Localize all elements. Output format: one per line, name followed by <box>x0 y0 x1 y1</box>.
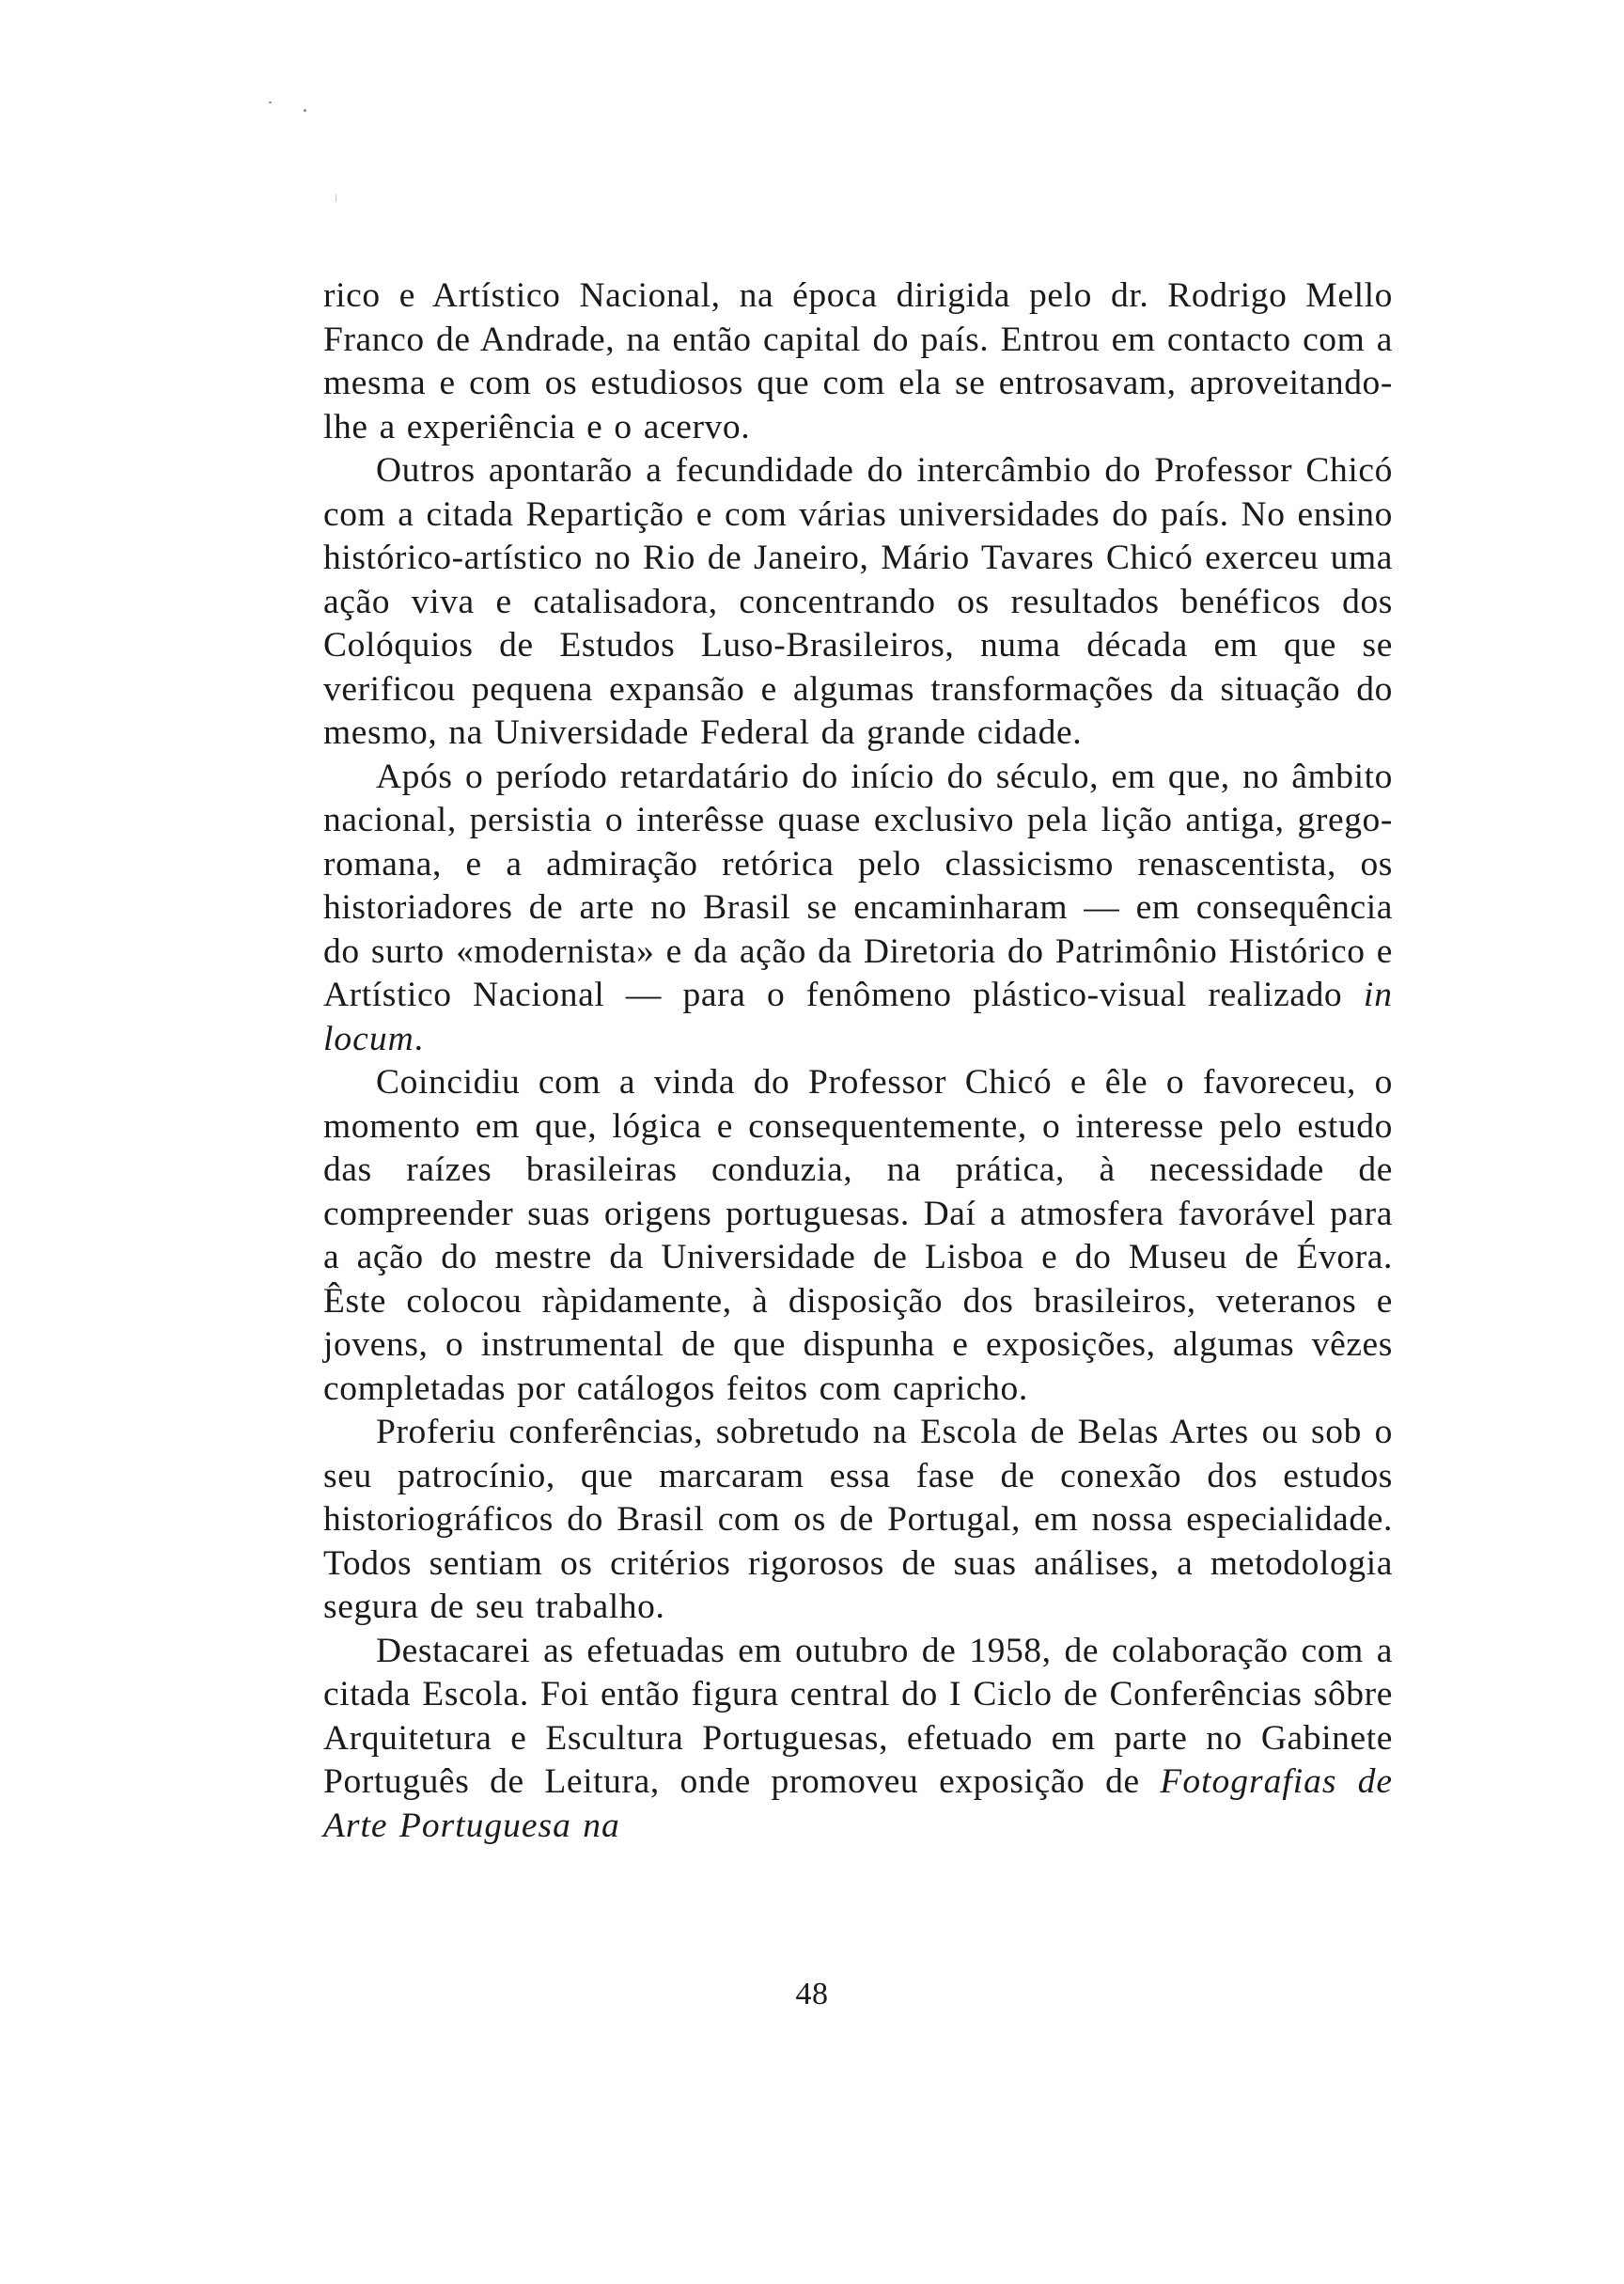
paragraph-1: rico e Artístico Nacional, na época dirigida pelo dr. Rodrigo Mello Franco de Andrade, na então capital do país. Entrou em contacto com a mesma e com os estudiosos que com ela se entrosavam, aproveitando-lhe a experiência e o acervo. <box>323 276 1393 446</box>
scan-speck <box>304 109 306 112</box>
scan-speck <box>269 102 272 103</box>
paragraph-5: Proferiu conferências, sobretudo na Escola de Belas Artes ou sob o seu patrocínio, que marcaram essa fase de conexão dos estudos historiográficos do Brasil com os de Portugal, em nossa especialidade. Todos sentiam os critérios rigorosos de suas análises, a metodologia segura de seu trabalho. <box>323 1413 1393 1626</box>
paragraph-3 <box>323 756 1393 1062</box>
paragraph-3-end: . <box>414 1019 424 1058</box>
body-text <box>323 274 1393 1848</box>
paragraph-6 <box>323 1630 1393 1849</box>
paragraph-6-text: Destacarei as efetuadas em outubro de 1958, de colaboração com a citada Escola. Foi então figura central do I Ciclo de Conferências sôbre Arquitetura e Escultura Portuguesas, efetuado em parte no Gabinete Português de Leitura, onde promoveu exposição de <box>323 1631 1393 1801</box>
paragraph-4: Coincidiu com a vinda do Professor Chicó e êle o favoreceu, o momento em que, lógica e consequentemente, o interesse pelo estudo das raízes brasileiras conduzia, na prática, à necessidade de compreender suas origens portuguesas. Daí a atmosfera favorável para a ação do mestre da Universidade de Lisboa e do Museu de Évora. Êste colocou ràpidamente, à disposição dos brasileiros, veteranos e jovens, o instrumental de que dispunha e exposições, algumas vêzes completadas por catálogos feitos com capricho. <box>323 1063 1393 1408</box>
page-number: 48 <box>795 1977 829 2011</box>
paragraph-3-italic: in locum <box>323 976 1393 1058</box>
paragraph-6-italic: Fotografias de Arte Portuguesa na <box>323 1762 1393 1845</box>
paragraph-2: Outros apontarão a fecundidade do intercâmbio do Professor Chicó com a citada Repartição e com várias universidades do país. No ensino histórico-artístico no Rio de Janeiro, Mário Tavares Chicó exerceu uma ação viva e catalisadora, concentrando os resultados benéficos dos Colóquios de Estudos Luso-Brasileiros, numa década em que se verificou pequena expansão e algumas transformações da situação do mesmo, na Universidade Federal da grande cidade. <box>323 451 1393 752</box>
paragraph-3-text: Após o período retardatário do início do século, em que, no âmbito nacional, persistia o interêsse quase exclusivo pela lição antiga, grego-romana, e a admiração retórica pelo classicismo renascentista, os historiadores de arte no Brasil se encaminharam — em consequência do surto «modernista» e da ação da Diretoria do Patrimônio Histórico e Artístico Nacional — para o fenômeno plástico-visual realizado <box>323 757 1393 1014</box>
